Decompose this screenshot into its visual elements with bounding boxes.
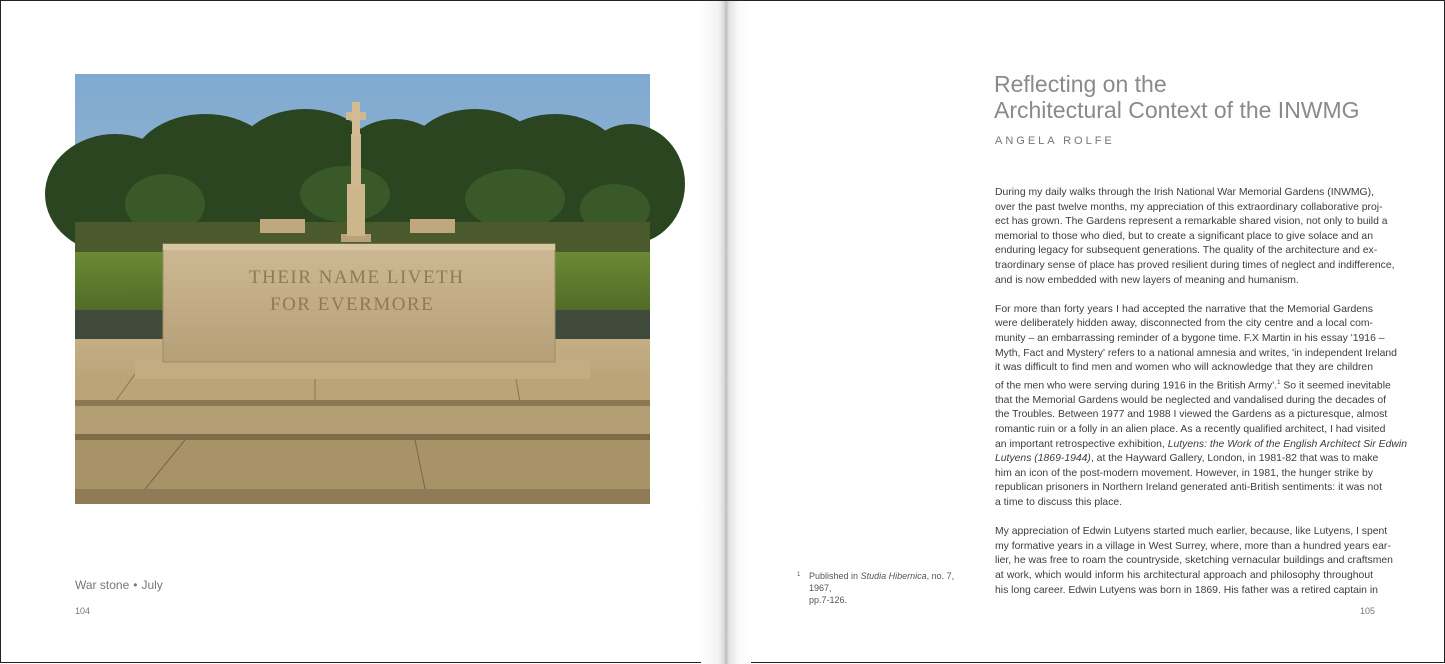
text-line: his long career. Edwin Lutyens was born in 1869. His father was a retired captain in: [995, 584, 1378, 596]
text-line: Myth, Fact and Mystery' refers to a national amnesia and writes, 'in independent Ireland: [995, 347, 1397, 359]
text-line-part: So it seemed inevitable: [1283, 380, 1391, 392]
book-gutter: [701, 1, 751, 664]
photo-caption: [75, 578, 163, 592]
inscription-line-2: FOR EVERMORE: [270, 294, 435, 315]
footnote-prefix: Published in: [809, 571, 859, 581]
caption-separator: •: [133, 578, 138, 592]
text-line-part: of the men who were serving during 1916 in the British Army'.: [995, 380, 1278, 392]
text-line: the Troubles. Between 1977 and 1988 I viewed the Gardens as a picturesque, almost: [995, 409, 1388, 421]
text-line: ect has grown. The Gardens represent a remarkable shared vision, not only to build a: [995, 216, 1388, 228]
exhibition-title-part-2: Lutyens (1869-1944): [995, 453, 1091, 465]
caption-month: July: [141, 578, 163, 592]
text-line: My appreciation of Edwin Lutyens started much earlier, because, like Lutyens, I spent: [995, 526, 1388, 538]
chapter-title-line-1: Reflecting on the: [994, 71, 1167, 97]
footnote-suffix: , no. 7, 1967,: [809, 571, 955, 593]
author-name: ANGELA ROLFE: [995, 135, 1115, 147]
chapter-title-line-2: Architectural Context of the INWMG: [994, 97, 1360, 123]
text-line: at work, which would inform his architectural approach and philosophy throughout: [995, 569, 1373, 581]
paragraph-2: [995, 303, 1407, 511]
exhibition-title-part-1: Lutyens: the Work of the English Architect Sir Edwin: [1167, 438, 1407, 450]
text-line: a time to discuss this place.: [995, 496, 1123, 508]
text-line: [995, 376, 1391, 394]
text-line: that the Memorial Gardens would be neglected and vandalised during the decades of: [995, 394, 1387, 406]
text-line: During my daily walks through the Irish National War Memorial Gardens (INWMG),: [995, 187, 1374, 198]
text-line: were deliberately hidden away, disconnected from the city centre and a local com-: [995, 318, 1373, 330]
footnote-marker: 1: [1277, 379, 1281, 386]
text-line: him an icon of the post-modern movement. However, in 1981, the hunger strike by: [995, 467, 1373, 479]
text-line-part: an important retrospective exhibition,: [995, 438, 1165, 450]
text-line: For more than forty years I had accepted the narrative that the Memorial Gardens: [995, 303, 1373, 315]
body-text: [995, 186, 1407, 613]
footnote-number: 1: [797, 572, 801, 578]
footnote: [797, 570, 967, 606]
text-line: lier, he was free to roam the countryside, sketching vernacular buildings and craftsmen: [995, 555, 1393, 567]
text-line: and is now embedded with new layers of meaning and humanism.: [995, 274, 1299, 286]
footnote-journal: Studia Hibernica: [860, 571, 927, 581]
page-number-left: 104: [75, 606, 91, 616]
text-line: traordinary sense of place has proved resilient during times of neglect and indifference,: [995, 259, 1395, 271]
text-line: [995, 438, 1407, 453]
text-line-part: at the Hayward Gallery, London, in 1981-82 that was to make: [1096, 453, 1379, 465]
text-line: enduring legacy for subsequent generations. The quality of the architecture and ex-: [995, 245, 1378, 257]
inscription-line-1: THEIR NAME LIVETH: [249, 267, 465, 288]
footnote-pages: pp.7-126.: [809, 595, 848, 605]
text-line-part: ,: [1090, 453, 1094, 465]
caption-title: War stone: [75, 578, 130, 592]
text-line: romantic ruin or a folly in an alien place. As a recently qualified architect, I had visited: [995, 423, 1386, 435]
text-line: memorial to those who died, but to create a significant place to give solace and an: [995, 230, 1373, 242]
page-number-right: 105: [1360, 606, 1376, 616]
war-stone-photo: [75, 74, 650, 504]
text-line: it was difficult to find men and women who will acknowledge that they are children: [995, 362, 1373, 374]
chapter-title: [994, 71, 1360, 123]
paragraph-3: [995, 525, 1393, 598]
text-line: my formative years in a village in West Surrey, where, more than a hundred years ear-: [995, 540, 1391, 552]
paragraph-1: [995, 186, 1395, 288]
text-line: over the past twelve months, my appreciation of this extraordinary collaborative proj-: [995, 201, 1383, 213]
text-line: [995, 452, 1379, 467]
text-line: munity – an embarrassing reminder of a bygone time. F.X Martin in his essay '1916 –: [995, 332, 1385, 344]
text-line: republican prisoners in Northern Ireland generated anti-British sentiments: it was not: [995, 482, 1382, 494]
